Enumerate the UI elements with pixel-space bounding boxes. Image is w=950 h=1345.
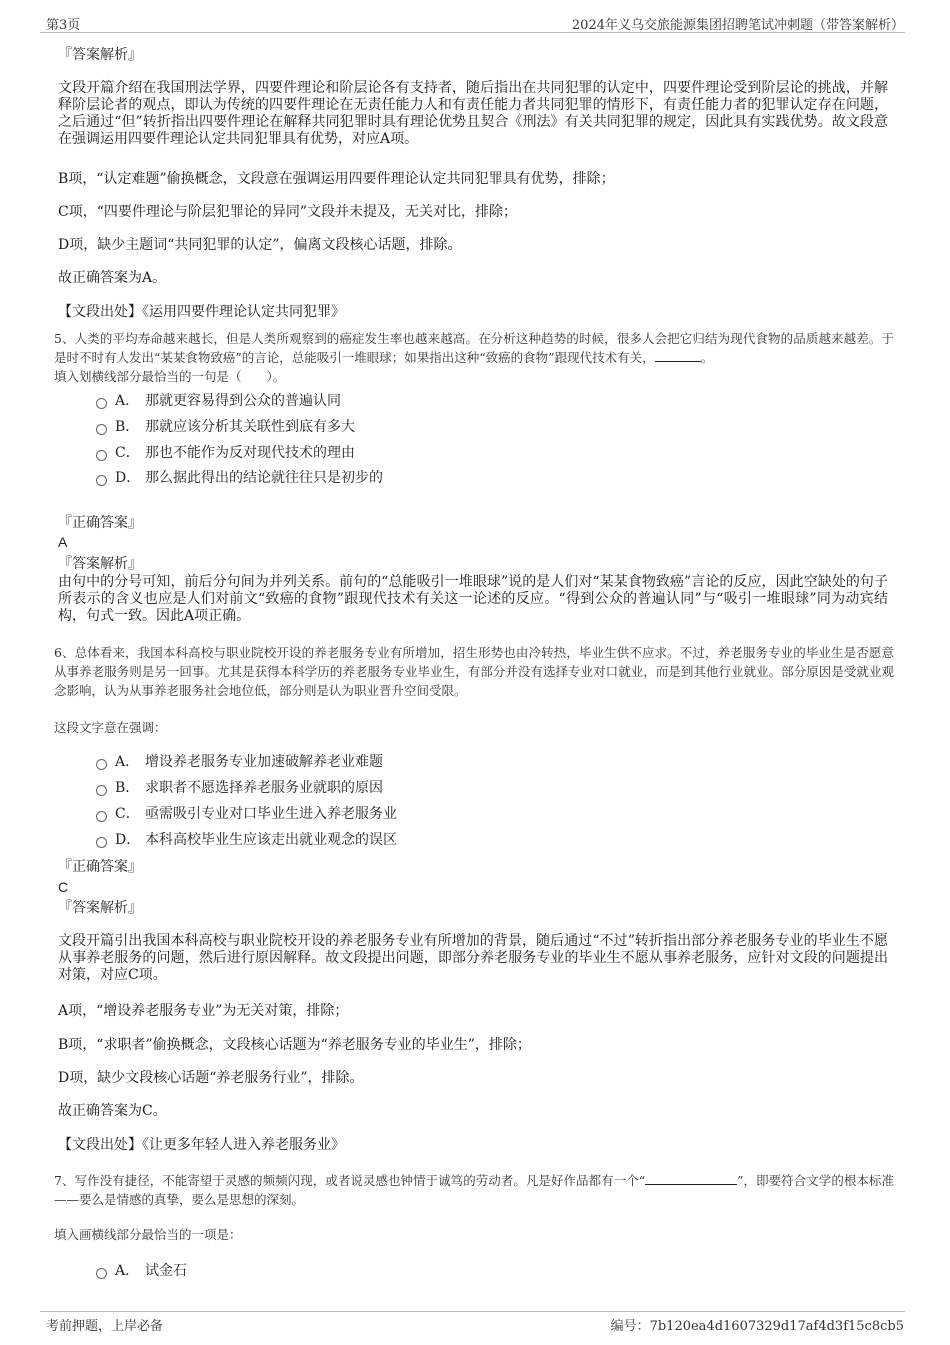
option-text: 那么据此得出的结论就往往只是初步的 <box>145 470 383 486</box>
radio-icon[interactable] <box>96 759 107 770</box>
question-6-option-b[interactable] <box>96 779 383 797</box>
question-6-option-c[interactable] <box>96 805 397 823</box>
radio-icon[interactable] <box>96 424 107 435</box>
option-text: 那就更容易得到公众的普遍认同 <box>145 393 341 409</box>
analysis-option-d: D项，缺少文段核心话题“养老服务行业”，排除。 <box>58 1070 364 1086</box>
correct-answer-heading: 『正确答案』 <box>58 515 142 531</box>
option-text: 本科高校毕业生应该走出就业观念的误区 <box>145 832 397 848</box>
source-citation: 【文段出处】《让更多年轻人进入养老服务业》 <box>58 1137 345 1153</box>
correct-answer-statement: 故正确答案为C。 <box>58 1103 167 1119</box>
analysis-option-b: B项，“求职者”偷换概念，文段核心话题为“养老服务专业的毕业生”，排除； <box>58 1037 531 1053</box>
option-text: 亟需吸引专业对口毕业生进入养老服务业 <box>145 806 397 822</box>
option-key: A． <box>115 393 140 409</box>
question-6-option-a[interactable] <box>96 753 383 771</box>
correct-answer-statement: 故正确答案为A。 <box>58 270 167 286</box>
question-7-stem-text: 7、写作没有捷径，不能寄望于灵感的频频闪现，或者说灵感也钟情于诚笃的劳动者。凡是好作品都有一个“ <box>54 1173 646 1188</box>
question-5-option-b[interactable] <box>96 418 355 436</box>
source-citation: 【文段出处】《运用四要件理论认定共同犯罪》 <box>58 304 345 320</box>
analysis-option-c: C项，“四要件理论与阶层犯罪论的异同”文段并未提及，无关对比，排除； <box>58 204 518 220</box>
question-7-prompt: 填入画横线部分最恰当的一项是： <box>54 1227 242 1242</box>
option-text: 那就应该分析其关联性到底有多大 <box>145 419 355 435</box>
question-5-option-d[interactable] <box>96 469 383 487</box>
question-6-prompt: 这段文字意在强调： <box>54 720 167 735</box>
answer-heading: 『答案解析』 <box>58 556 142 572</box>
radio-icon[interactable] <box>96 811 107 822</box>
analysis-option-d: D项，缺少主题词“共同犯罪的认定”，偏离文段核心话题，排除。 <box>58 237 462 253</box>
option-text: 求职者不愿选择养老服务业就职的原因 <box>145 780 383 796</box>
radio-icon[interactable] <box>96 398 107 409</box>
analysis-option-a: A项，“增设养老服务专业”为无关对策，排除； <box>58 1003 349 1019</box>
page-number: 第3页 <box>46 18 81 33</box>
radio-icon[interactable] <box>96 1268 107 1279</box>
question-7-stem <box>54 1171 894 1209</box>
question-7-stem-end: ”，即要符合文学的根本标准——要么是情感的真挚，要么是思想的深刻。 <box>54 1173 894 1207</box>
question-5-option-a[interactable] <box>96 392 341 410</box>
option-key: C． <box>115 806 140 822</box>
question-6-stem: 6、总体看来，我国本科高校与职业院校开设的养老服务专业有所增加，招生形势也由冷转热，毕业生供不应求。不过，养老服务专业的毕业生是否愿意从事养老服务则是另一回事。尤其是获得本科学历的养老服务专业毕业生，有部分并没有选择专业对口就业，而是到其他行业就业。部分原因是受就业观念影响，认为从事养老服务社会地位低，部分则是认为职业晋升空间受限。 <box>54 645 894 698</box>
question-5-stem <box>54 329 894 367</box>
correct-answer-value: C <box>58 879 69 895</box>
question-5-analysis: 由句中的分号可知，前后分句间为并列关系。前句的“总能吸引一堆眼球”说的是人们对“某某食物致癌”言论的反应，因此空缺处的句子所表示的含义也应是人们对前文“致癌的食物”跟现代技术有关这一论述的反应。“得到公众的普遍认同”与“吸引一堆眼球”同为动宾结构，句式一致。因此A项正确。 <box>58 574 888 624</box>
radio-icon[interactable] <box>96 475 107 486</box>
radio-icon[interactable] <box>96 450 107 461</box>
header-rule <box>40 32 905 33</box>
option-key: A． <box>115 1263 140 1279</box>
analysis-paragraph: 文段开篇介绍在我国刑法学界，四要件理论和阶层论各有支持者，随后指出在共同犯罪的认定中，四要件理论受到阶层论的挑战，并解释阶层论者的观点，即认为传统的四要件理论在无责任能力人和有责任能力者共同犯罪的情形下，有责任能力者的犯罪认定存在问题，之后通过“但”转折指出四要件理论在解释共同犯罪时具有理论优势且契合《刑法》有关共同犯罪的规定，因此具有实践优势。故文段意在强调运用四要件理论认定共同犯罪具有优势，对应A项。 <box>58 80 888 147</box>
question-6-option-d[interactable] <box>96 831 397 849</box>
option-key: D． <box>115 470 141 486</box>
fill-blank <box>645 1172 737 1185</box>
question-7-option-a[interactable] <box>96 1262 187 1280</box>
option-key: C． <box>115 445 140 461</box>
analysis-option-b: B项，“认定难题”偷换概念，文段意在强调运用四要件理论认定共同犯罪具有优势，排除； <box>58 171 615 187</box>
question-5-stem-end: 。 <box>700 350 714 365</box>
question-6-analysis: 文段开篇引出我国本科高校与职业院校开设的养老服务专业有所增加的背景，随后通过“不过”转折指出部分养老服务专业的毕业生不愿从事养老服务的问题，然后进行原因解释。故文段提出问题，即部分养老服务专业的毕业生不愿从事养老服务，应针对文段的问题提出对策，对应C项。 <box>58 933 888 983</box>
option-text: 试金石 <box>145 1263 187 1279</box>
option-key: B． <box>115 780 140 796</box>
radio-icon[interactable] <box>96 837 107 848</box>
footer-rule <box>40 1311 905 1312</box>
option-key: D． <box>115 832 141 848</box>
correct-answer-heading: 『正确答案』 <box>58 859 142 875</box>
option-key: A． <box>115 754 140 770</box>
option-key: B． <box>115 419 140 435</box>
document-id: 编号：7b120ea4d1607329d17af4d3f15c8cb5 <box>610 1319 904 1334</box>
question-5-option-c[interactable] <box>96 444 355 462</box>
document-title: 2024年义乌交旅能源集团招聘笔试冲刺题（带答案解析） <box>571 18 904 33</box>
question-5-stem-text: 5、人类的平均寿命越来越长，但是人类所观察到的癌症发生率也越来越高。在分析这种趋势的时候，很多人会把它归结为现代食物的品质越来越差。于是时不时有人发出“某某食物致癌”的言论，总能吸引一堆眼球；如果指出这种“致癌的食物”跟现代技术有关， <box>54 331 894 365</box>
option-text: 增设养老服务专业加速破解养老业难题 <box>145 754 383 770</box>
fill-blank <box>655 349 701 362</box>
answer-heading: 『答案解析』 <box>58 47 142 63</box>
radio-icon[interactable] <box>96 785 107 796</box>
option-text: 那也不能作为反对现代技术的理由 <box>145 445 355 461</box>
answer-heading: 『答案解析』 <box>58 900 142 916</box>
correct-answer-value: A <box>58 534 68 550</box>
footer-slogan: 考前押题，上岸必备 <box>46 1319 164 1334</box>
question-5-prompt: 填入划横线部分最恰当的一句是（ ）。 <box>54 369 286 384</box>
